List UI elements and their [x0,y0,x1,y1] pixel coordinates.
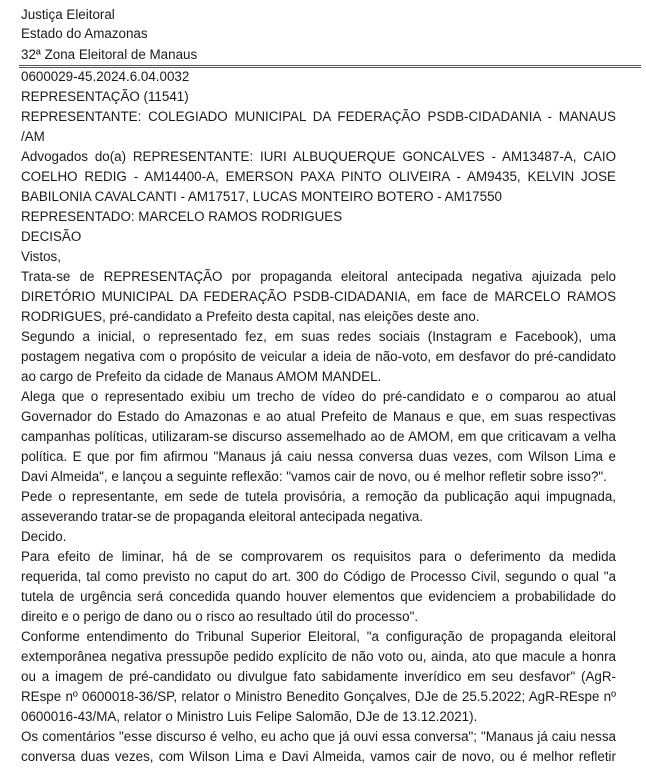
representante-line-1: REPRESENTANTE: COLEGIADO MUNICIPAL DA FEDERAÇÃO PSDB-CIDADANIA - MANAUS [21,109,616,124]
p2-line-2: postagem negativa com o propósito de veicular a ideia de não-voto, em desfavor do pré-candidato [21,349,616,364]
p6-line-4: direito e o perigo de dano ou o risco ao resultado útil do processo". [21,609,419,624]
p4-line-2: asseverando tratar-se de propaganda eleitoral antecipada negativa. [21,509,423,524]
advogados-line-2: COELHO REDIG - AM14400-A, EMERSON PAXA PINTO OLIVEIRA - AM9435, KELVIN JOSE [21,169,616,184]
greeting: Vistos, [21,249,61,264]
p7-line-1: Conforme entendimento do Tribunal Superior Eleitoral, "a configuração de propaganda eleitoral [21,629,616,644]
document-body [21,67,616,767]
p3-line-3: campanhas políticas, utilizaram-se discurso assemelhado ao de AMOM, em que criticavam a velha [21,429,616,444]
p7-line-4: REspe nº 0600018-36/SP, relator o Ministro Benedito Gonçalves, DJe de 25.5.2022; AgR-REspe nº [21,689,616,704]
case-number: 0600029-45.2024.6.04.0032 [21,69,190,84]
p3-line-4: política. E que por fim afirmou "Manaus já caiu nessa conversa duas vezes, com Wilson Lima e [21,449,616,464]
p3-line-5: Davi Almeida", e lançou a seguinte reflexão: "vamos cair de novo, ou é melhor refletir sobre isso?". [21,469,607,484]
p1-line-2: DIRETÓRIO MUNICIPAL DA FEDERAÇÃO PSDB-CIDADANIA, em face de MARCELO RAMOS [21,289,616,304]
p6-line-2: requerida, tal como previsto no caput do art. 300 do Código de Processo Civil, segundo o qual "a [21,569,616,584]
representante-line-2: /AM [21,129,45,144]
case-class: REPRESENTAÇÃO (11541) [21,89,189,104]
decision-title: DECISÃO [21,229,82,244]
header-divider [19,65,641,66]
p5-decido: Decido. [21,529,67,544]
p3-line-2: Governador do Estado do Amazonas e ao atual Prefeito de Manaus e que, em suas respectivas [21,409,616,424]
advogados-line-3: BABILONIA CAVALCANTI - AM17517, LUCAS MONTEIRO BOTERO - AM17550 [21,189,502,204]
p1-line-3: RODRIGUES, pré-candidato a Prefeito desta capital, nas eleições deste ano. [21,309,480,324]
p6-line-3: tutela de urgência será concedida quando houver elementos que evidenciem a probabilidade do [21,589,616,604]
p7-line-5: 0600016-43/MA, relator o Ministro Luis Felipe Salomão, DJe de 13.12.2021). [21,709,478,724]
representado: REPRESENTADO: MARCELO RAMOS RODRIGUES [21,209,343,224]
p8-line-2: conversa duas vezes, com Wilson Lima e Davi Almeida, vamos cair de novo, ou é melhor refletir [21,749,616,764]
p4-line-1: Pede o representante, em sede de tutela provisória, a remoção da publicação aqui impugnada, [21,489,616,504]
p3-line-1: Alega que o representado exibiu um trecho de vídeo do pré-candidato e o comparou ao atual [21,389,616,404]
p2-line-1: Segundo a inicial, o representado fez, em suas redes sociais (Instagram e Facebook), uma [21,329,616,344]
p7-line-2: extemporânea negativa pressupõe pedido explícito de não voto ou, ainda, ato que macule a honra [21,649,616,664]
p2-line-3: ao cargo de Prefeito da cidade de Manaus AMOM MANDEL. [21,369,382,384]
state-name: Estado do Amazonas [21,26,148,41]
electoral-zone: 32ª Zona Eleitoral de Manaus [21,47,198,62]
court-name: Justiça Eleitoral [21,7,115,22]
p7-line-3: ou a imagem de pré-candidato ou divulgue fato sabidamente inverídico em seu desfavor" (AgR- [21,669,616,684]
p8-line-1: Os comentários "esse discurso é velho, eu acho que já ouvi essa conversa"; "Manaus já caiu nessa [21,729,616,744]
p6-line-1: Para efeito de liminar, há de se comprovarem os requisitos para o deferimento da medida [21,549,616,564]
advogados-line-1: Advogados do(a) REPRESENTANTE: IURI ALBUQUERQUE GONCALVES - AM13487-A, CAIO [21,149,616,164]
p1-line-1: Trata-se de REPRESENTAÇÃO por propaganda eleitoral antecipada negativa ajuizada pelo [21,269,616,284]
